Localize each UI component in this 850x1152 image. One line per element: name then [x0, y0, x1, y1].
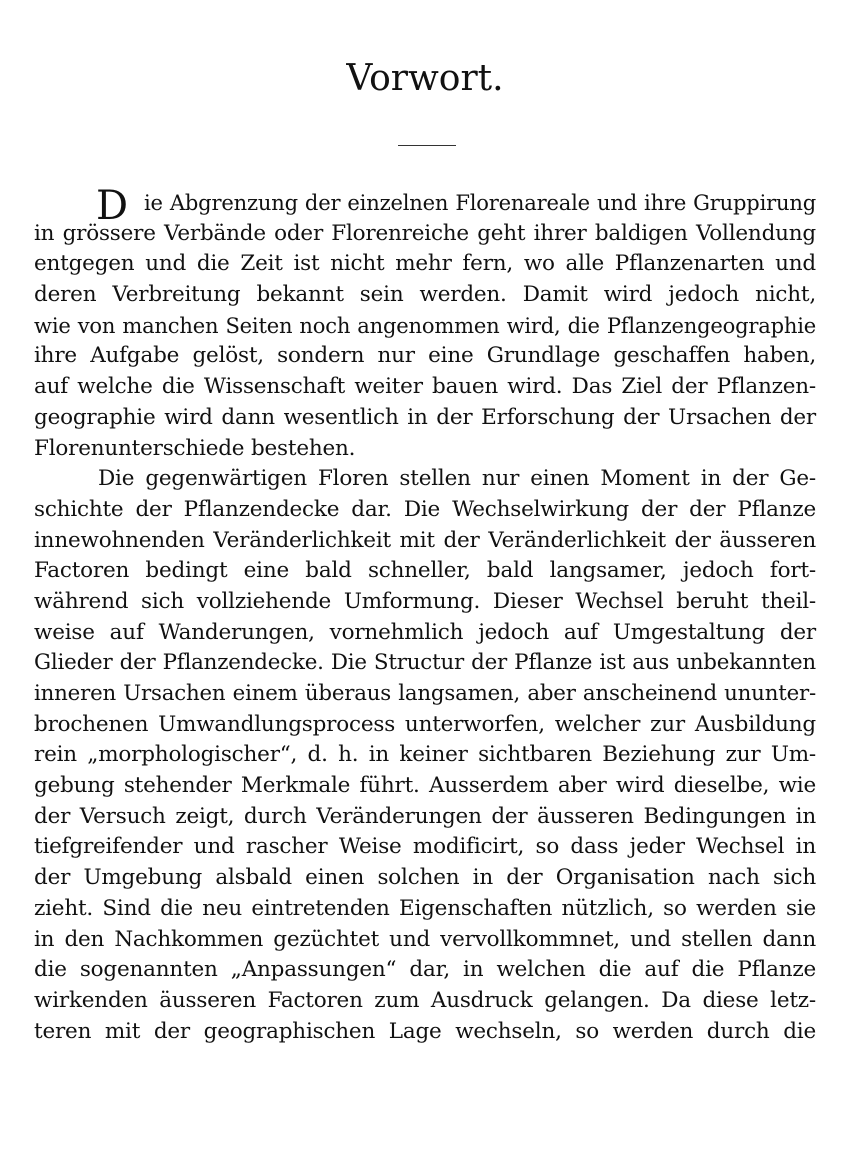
text-line: in grössere Verbände oder Florenreiche geht ihrer baldigen Vollendung: [34, 220, 816, 246]
text-line: entgegen und die Zeit ist nicht mehr fern, wo alle Pflanzenarten und: [34, 251, 816, 277]
text-line: gebung stehender Merkmale führt. Ausserdem aber wird dieselbe, wie: [34, 773, 816, 799]
text-line: während sich vollziehende Umformung. Dieser Wechsel beruht theil-: [34, 588, 816, 614]
text-line: brochenen Umwandlungsprocess unterworfen, welcher zur Ausbildung: [34, 711, 816, 737]
title-divider: [398, 145, 456, 146]
text-line: Factoren bedingt eine bald schneller, bald langsamer, jedoch fort-: [34, 558, 816, 584]
text-line: Florenunterschiede bestehen.: [34, 435, 356, 461]
text-line: zieht. Sind die neu eintretenden Eigenschaften nützlich, so werden sie: [34, 895, 816, 921]
text-line: ie Abgrenzung der einzelnen Florenareale und ihre Gruppirung: [144, 190, 816, 215]
text-line: ihre Aufgabe gelöst, sondern nur eine Grundlage geschaffen haben,: [34, 343, 816, 369]
text-line: schichte der Pflanzendecke dar. Die Wechselwirkung der der Pflanze: [34, 496, 816, 522]
text-line: deren Verbreitung bekannt sein werden. Damit wird jedoch nicht,: [34, 282, 816, 308]
text-line: tiefgreifender und rascher Weise modificirt, so dass jeder Wechsel in: [34, 834, 816, 860]
text-line: rein „morphologischer“, d. h. in keiner sichtbaren Beziehung zur Um-: [34, 742, 816, 768]
text-line: auf welche die Wissenschaft weiter bauen wird. Das Ziel der Pflanzen-: [34, 374, 816, 400]
text-line: der Versuch zeigt, durch Veränderungen der äusseren Bedingungen in: [34, 803, 816, 829]
text-line: teren mit der geographischen Lage wechseln, so werden durch die: [34, 1018, 816, 1044]
text-line: Glieder der Pflanzendecke. Die Structur der Pflanze ist aus unbekannten: [34, 650, 816, 676]
text-line: inneren Ursachen einem überaus langsamen, aber anscheinend ununter-: [34, 681, 816, 706]
page-title: Vorwort.: [346, 58, 504, 99]
text-line: die sogenannten „Anpassungen“ dar, in welchen die auf die Pflanze: [34, 957, 816, 983]
text-line: Die gegenwärtigen Floren stellen nur einen Moment in der Ge-: [98, 466, 816, 492]
text-line: wirkenden äusseren Factoren zum Ausdruck gelangen. Da diese letz-: [34, 987, 816, 1013]
body-text: [34, 183, 816, 1047]
text-line: der Umgebung alsbald einen solchen in der Organisation nach sich: [34, 865, 816, 891]
drop-initial: D: [96, 183, 129, 229]
text-line: wie von manchen Seiten noch angenommen wird, die Pflanzengeographie: [34, 312, 816, 338]
text-line: innewohnenden Veränderlichkeit mit der Veränderlichkeit der äusseren: [34, 527, 816, 553]
text-line: weise auf Wanderungen, vornehmlich jedoch auf Umgestaltung der: [34, 619, 816, 645]
text-line: geographie wird dann wesentlich in der Erforschung der Ursachen der: [34, 404, 816, 430]
text-line: in den Nachkommen gezüchtet und vervollkommnet, und stellen dann: [34, 926, 816, 952]
